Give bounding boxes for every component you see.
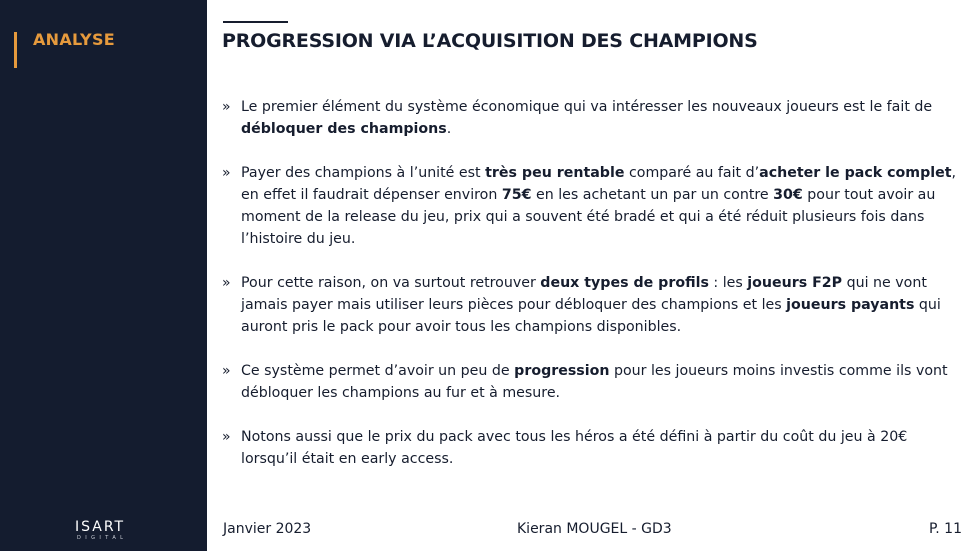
bullet-text: : les [708, 275, 748, 291]
bullet-item [222, 272, 960, 338]
bullet-item [222, 162, 960, 250]
bullet-item [222, 360, 960, 404]
logo-sub-text: DIGITAL [77, 535, 128, 541]
bullet-text: pour les joueurs moins investis comme ils vont débloquer les champions au fur et à mesure. [241, 363, 948, 401]
title-rule [223, 21, 288, 23]
page-title: PROGRESSION VIA L’ACQUISITION DES CHAMPIONS [222, 30, 758, 52]
bullet-text: , en effet il faudrait dépenser environ [241, 165, 957, 203]
bullet-emphasis: débloquer des champions [241, 121, 447, 137]
sidebar [0, 0, 207, 551]
bullet-emphasis: joueurs payants [786, 297, 915, 313]
bullet-marker-icon: » [222, 99, 231, 115]
logo-brand-text: ISART [75, 519, 126, 535]
isart-logo [75, 519, 145, 541]
bullet-text: Payer des champions à l’unité est [241, 165, 486, 181]
bullet-text: Notons aussi que le prix du pack avec tous les héros a été défini à partir du coût du jeu à 20€ lorsqu’il était en early access. [241, 429, 908, 467]
bullet-text: Ce système permet d’avoir un peu de [241, 363, 515, 379]
page-number: P. 11 [929, 521, 962, 537]
bullet-emphasis: 75€ [501, 187, 532, 203]
bullet-text: . [446, 121, 452, 137]
bullet-marker-icon: » [222, 165, 231, 181]
bullet-text: comparé au fait d’ [624, 165, 760, 181]
bullet-emphasis: 30€ [773, 187, 803, 203]
bullet-emphasis: joueurs F2P [747, 275, 843, 291]
bullet-text: Le premier élément du système économique qui va intéresser les nouveaux joueurs est le fait de [241, 99, 933, 115]
bullet-marker-icon: » [222, 363, 231, 379]
bullet-text: en les achetant un par un contre [531, 187, 774, 203]
bullet-item [222, 96, 960, 140]
bullet-text: qui auront pris le pack pour avoir tous les champions disponibles. [241, 297, 941, 335]
bullet-text: qui ne vont jamais payer mais utiliser leurs pièces pour débloquer des champions et les [241, 275, 927, 313]
bullet-text: pour tout avoir au moment de la release du jeu, prix qui a souvent été bradé et qui a été réduit plusieurs fois dans l’histoire du jeu. [241, 187, 936, 247]
footer-date: Janvier 2023 [223, 521, 312, 537]
bullet-item [222, 426, 960, 470]
bullet-list [222, 96, 960, 492]
bullet-marker-icon: » [222, 275, 231, 291]
bullet-text: Pour cette raison, on va surtout retrouver [241, 275, 541, 291]
bullet-emphasis: très peu rentable [485, 165, 625, 181]
section-label: ANALYSE [33, 30, 115, 49]
bullet-emphasis: progression [514, 363, 610, 379]
footer-author: Kieran MOUGEL - GD3 [517, 521, 672, 537]
bullet-emphasis: acheter le pack complet [759, 165, 952, 181]
bullet-emphasis: deux types de profils [540, 275, 709, 291]
bullet-marker-icon: » [222, 429, 231, 445]
section-accent-bar [14, 32, 17, 68]
